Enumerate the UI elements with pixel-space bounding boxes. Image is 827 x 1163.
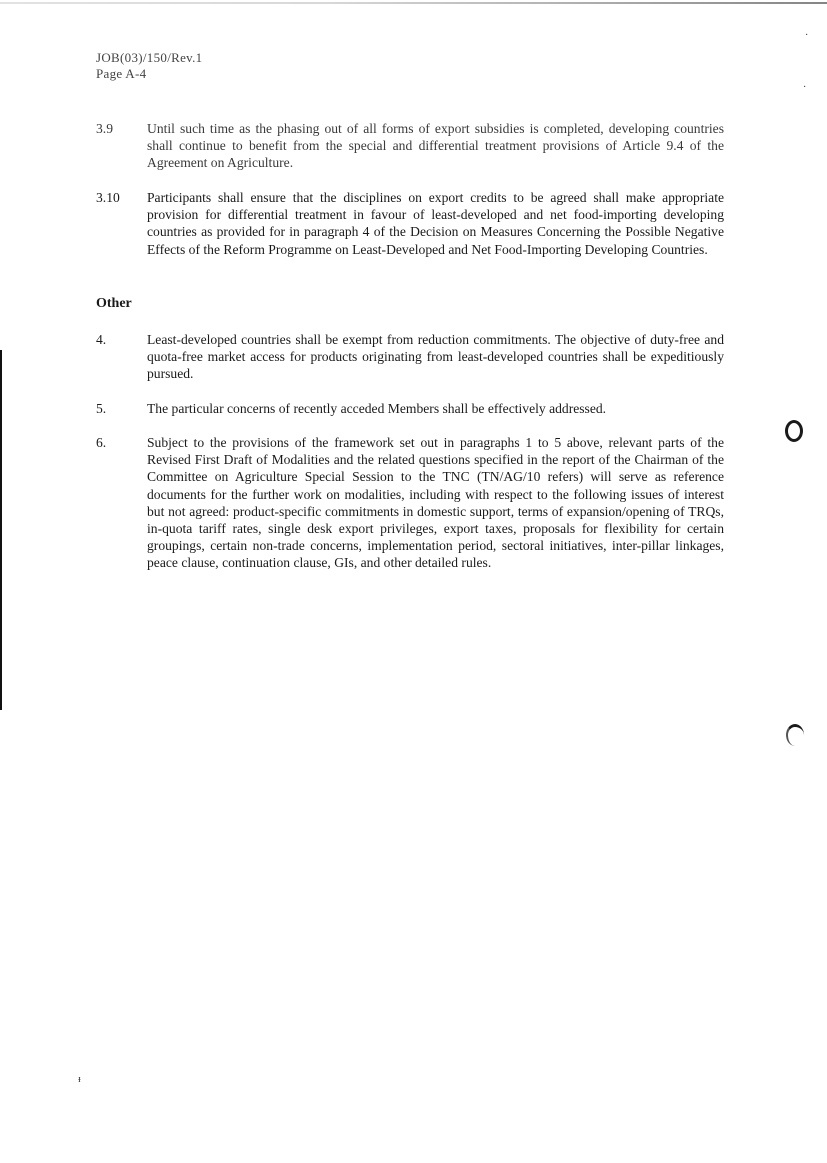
paragraph-6 [96,434,724,572]
scan-left-edge [0,350,2,710]
punch-hole-mark [786,724,804,746]
paragraph-number: 6. [96,435,107,450]
document-symbol: JOB(03)/150/Rev.1 [96,50,203,65]
scan-speck: · [805,30,809,41]
paragraph-3-10 [96,189,724,258]
paragraph-number: 5. [96,401,107,416]
scan-speck: ᵻ [78,1074,81,1085]
paragraph-3-9 [96,120,724,172]
paragraph-text: Until such time as the phasing out of all forms of export subsidies is completed, developing countries shall continue to benefit from the special and differential treatment provisions of Article 9.4 of the Agreement on Agriculture. [147,121,724,171]
paragraph-text: The particular concerns of recently acceded Members shall be effectively addressed. [147,401,607,416]
paragraph-5 [96,400,724,417]
scan-speck: · [803,82,807,93]
paragraph-text: Least-developed countries shall be exempt from reduction commitments. The objective of duty-free and quota-free market access for products originating from least-developed countries shall be expeditiously pursued. [147,332,724,382]
section-heading-other: Other [96,296,132,311]
scan-top-border [0,2,827,4]
page-number: Page A-4 [96,66,147,81]
paragraph-number: 3.9 [96,121,113,136]
document-header [96,50,202,82]
paragraph-4 [96,331,724,383]
punch-hole-mark [785,420,803,442]
paragraph-number: 4. [96,332,107,347]
paragraph-text: Subject to the provisions of the framework set out in paragraphs 1 to 5 above, relevant parts of the Revised First Draft of Modalities and the related questions specified in the report of the Chairman of the Committee on Agriculture Special Session to the TNC (TN/AG/10 refers) will serve as reference documents for the further work on modalities, including with respect to the following issues of interest but not agreed: product-specific commitments in domestic support, terms of expansion/opening of TRQs, in-quota tariff rates, single desk export privileges, export taxes, proposals for flexibility for certain groupings, certain non-trade concerns, implementation period, sectoral initiatives, inter-pillar linkages, peace clause, continuation clause, GIs, and other detailed rules. [147,435,724,571]
paragraph-number: 3.10 [96,190,120,205]
paragraph-text: Participants shall ensure that the disciplines on export credits to be agreed shall make appropriate provision for differential treatment in favour of least-developed and net food-importing developing countries as provided for in paragraph 4 of the Decision on Measures Concerning the Possible Negative Effects of the Reform Programme on Least-Developed and Net Food-Importing Developing Countries. [147,190,724,257]
